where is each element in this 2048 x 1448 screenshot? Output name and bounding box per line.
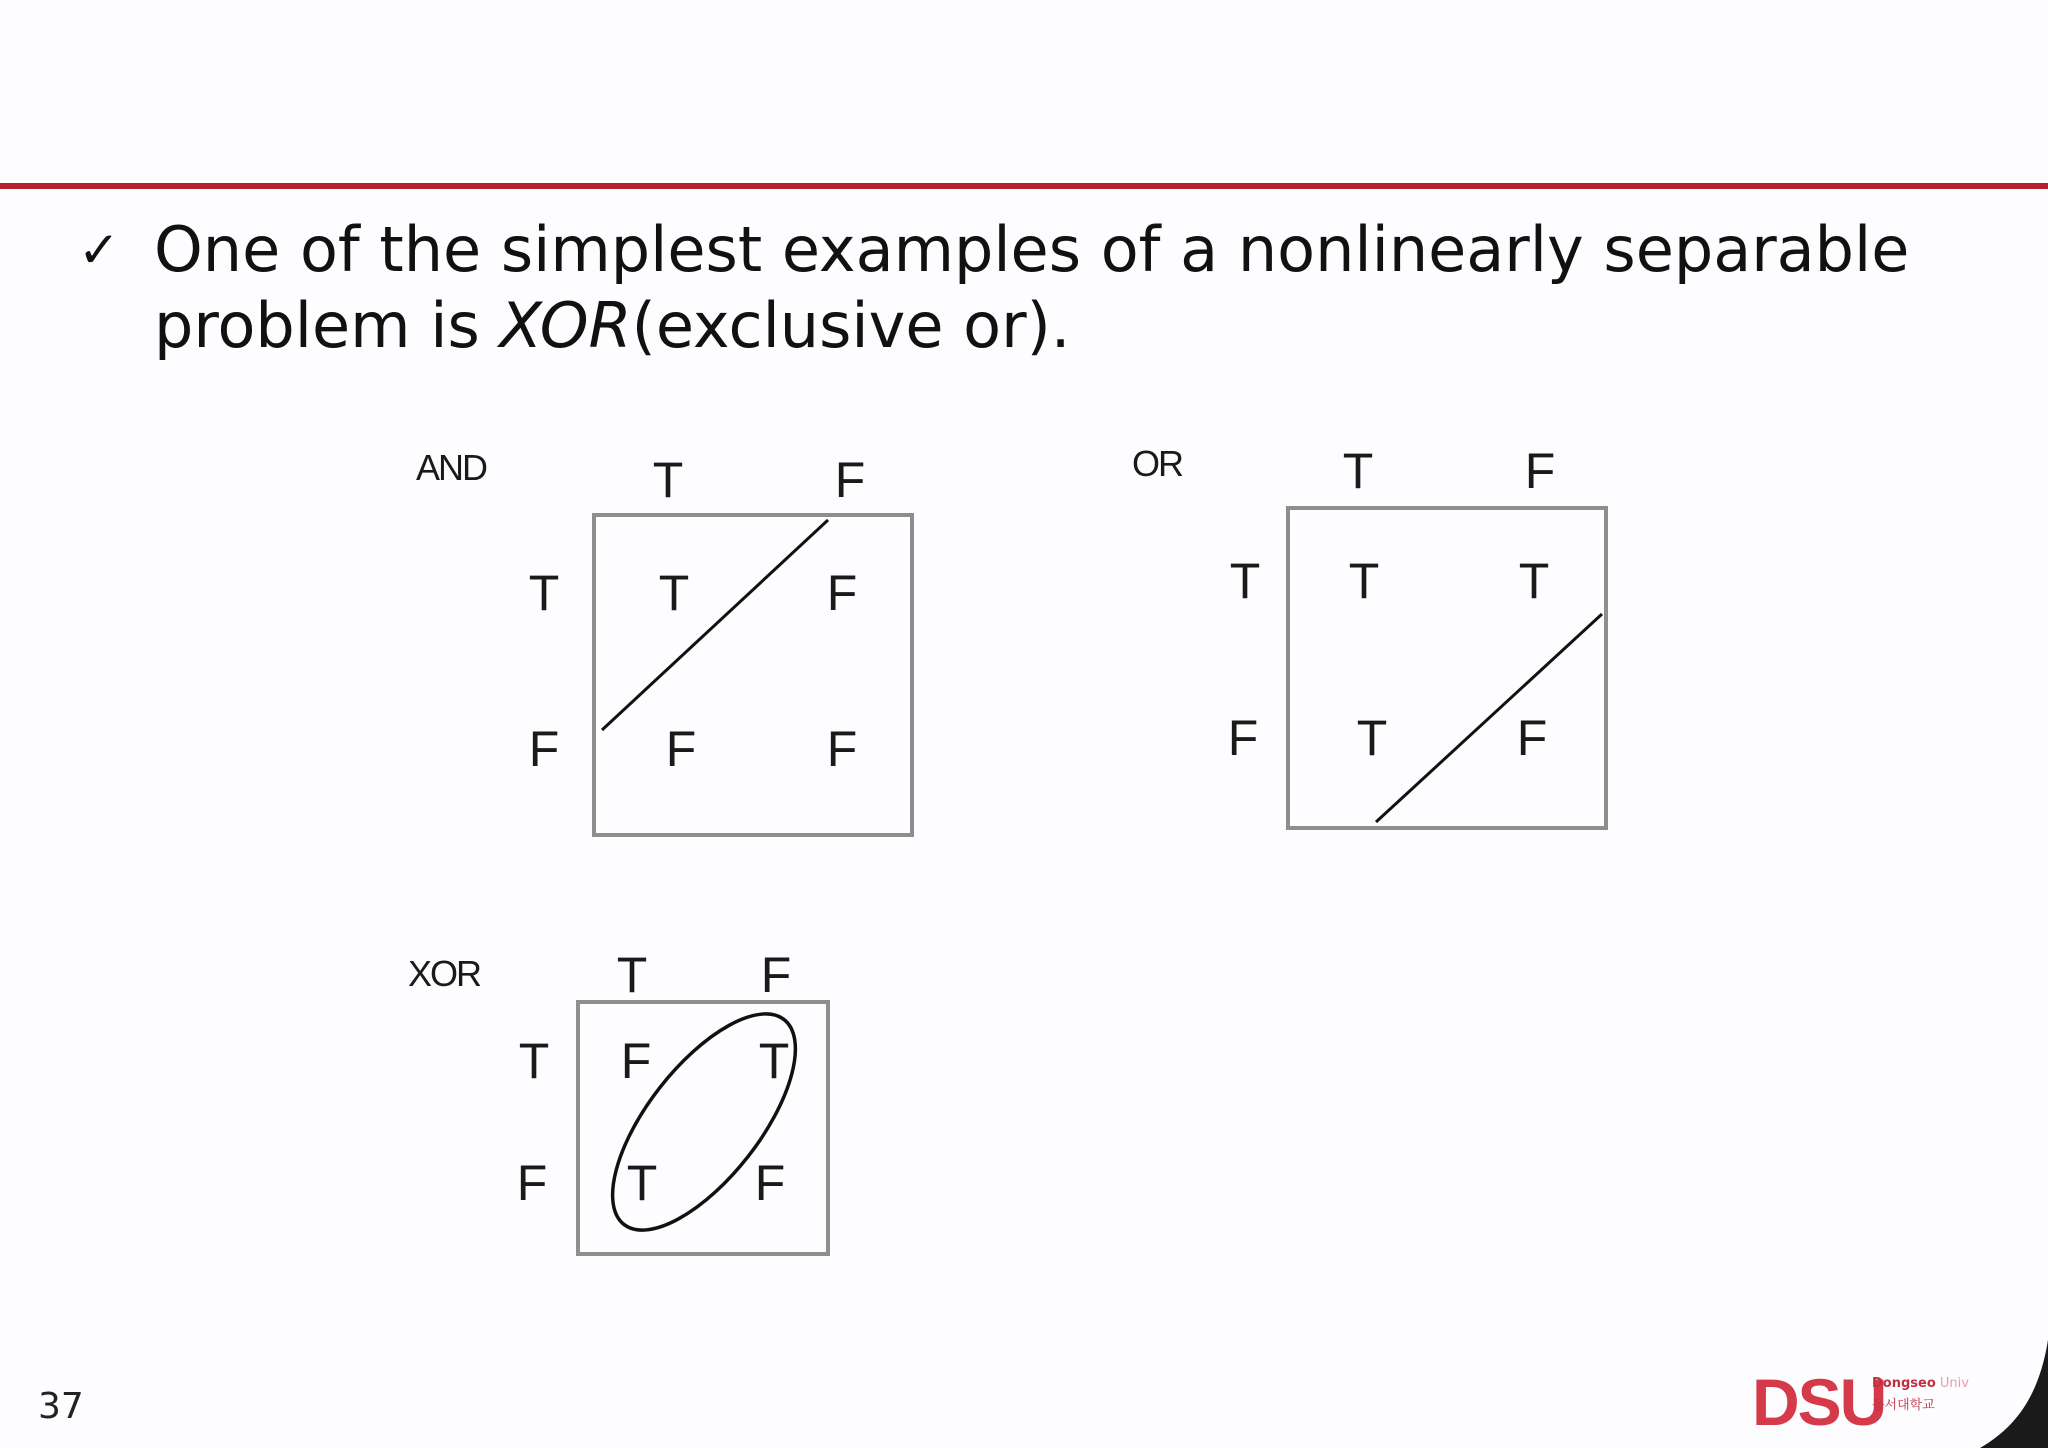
xor-term: XOR: [499, 289, 632, 362]
and-diagram: [416, 447, 912, 835]
or-cell-ff: F: [1516, 710, 1548, 766]
and-row-header-t: T: [528, 565, 560, 621]
or-col-header-f: F: [1524, 443, 1556, 499]
and-row-header-f: F: [528, 721, 560, 777]
and-label: AND: [416, 447, 487, 488]
and-grid-box: [594, 515, 912, 835]
logo-name-en: Dongseo Univ: [1872, 1376, 1969, 1391]
and-cell-ft: F: [665, 721, 697, 777]
checkmark-icon: ✓: [78, 221, 120, 279]
xor-cell-ff: F: [754, 1155, 786, 1211]
xor-row-header-t: T: [518, 1033, 550, 1089]
or-diagram: [1132, 443, 1606, 828]
or-grid-box: [1288, 508, 1606, 828]
logo-name-kr: 동서대학교: [1872, 1398, 1935, 1413]
page-number: 37: [38, 1386, 84, 1427]
logo-mark: DSU: [1752, 1365, 1886, 1439]
xor-cell-ft: T: [626, 1155, 658, 1211]
or-cell-tt: T: [1348, 553, 1380, 609]
and-col-header-t: T: [652, 452, 684, 508]
xor-cell-tf: T: [758, 1033, 790, 1089]
xor-col-header-f: F: [760, 947, 792, 1003]
university-logo: [1752, 1365, 2012, 1439]
or-separator-line: [1376, 614, 1602, 822]
and-col-header-f: F: [834, 452, 866, 508]
xor-col-header-t: T: [616, 947, 648, 1003]
xor-ellipse: [580, 985, 828, 1259]
xor-diagram: [408, 947, 828, 1259]
xor-label: XOR: [408, 953, 481, 994]
or-row-header-f: F: [1227, 710, 1259, 766]
xor-row-header-f: F: [516, 1155, 548, 1211]
xor-cell-tt: F: [620, 1033, 652, 1089]
and-separator-line: [602, 520, 828, 730]
or-label: OR: [1132, 443, 1182, 484]
and-cell-tf: F: [826, 565, 858, 621]
or-cell-tf: T: [1518, 553, 1550, 609]
or-row-header-t: T: [1229, 553, 1261, 609]
corner-swoosh-decoration: [1980, 1340, 2048, 1448]
and-cell-ff: F: [826, 721, 858, 777]
and-cell-tt: T: [658, 565, 690, 621]
bullet-line-2-post: (exclusive or).: [631, 289, 1071, 362]
bullet-line-1: One of the simplest examples of a nonlinearly separable: [154, 213, 1910, 286]
bullet-line-2-pre: problem is: [154, 289, 500, 362]
or-col-header-t: T: [1342, 443, 1374, 499]
or-cell-ft: T: [1356, 710, 1388, 766]
